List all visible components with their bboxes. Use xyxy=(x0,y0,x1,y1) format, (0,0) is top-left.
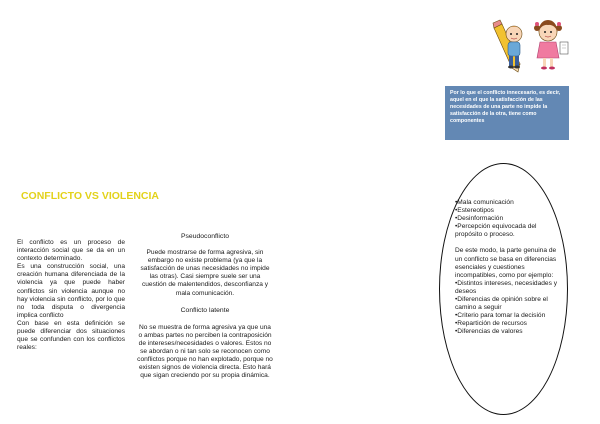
genuine-conflict-examples xyxy=(455,280,565,337)
list-item: •Repartición de recursos xyxy=(455,320,527,328)
girl-figure xyxy=(534,20,568,70)
page-title: CONFLICTO VS VIOLENCIA xyxy=(20,190,160,202)
list-item: •Distintos intereses, necesidades y deseos xyxy=(455,279,557,295)
list-item: •Estereotipos xyxy=(455,207,494,215)
list-item: •Diferencias de opinión sobre el camino a seguir xyxy=(455,296,548,312)
genuine-conflict-paragraph: De este modo, la parte genuina de un conflicto se basa en diferencias esenciales y cuestiones incompatibles, como por ejemplo: xyxy=(455,247,557,279)
definition-paragraph-3: Con base en esta definición se puede diferenciar dos situaciones que se confunden con los conflictos reales: xyxy=(17,319,125,352)
ellipse-content xyxy=(455,199,565,337)
pseudoconflict-heading: Pseudoconflicto xyxy=(181,233,229,240)
list-item: •Mala comunicación xyxy=(455,199,514,206)
definition-paragraph-2: Es una construcción social, una creación humana diferenciada de la violencia ya que puede haber conflictos sin violencia aunque no hay violencia sin conflicto, por lo que no toda disputa o divergencia implica conflicto xyxy=(17,263,125,319)
list-item: •Diferencias de valores xyxy=(455,328,523,336)
list-item: •Percepción equivocada del propósito o proceso. xyxy=(455,223,537,239)
latent-conflict-heading: Conflicto latente xyxy=(180,306,230,314)
list-item: •Desinformación xyxy=(455,215,504,223)
latent-conflict-text: No se muestra de forma agresiva ya que una o ambas partes no perciben la contraposición de intereses/necesidades o valores. Estos no se abordan o ni tan solo se reconocen como conflictos porque no han explotado, porque no existen signos de violencia directa. Esto hará que sigan creciendo por su propia dinámica. xyxy=(137,323,273,380)
components-info-text: Por lo que el conflicto innecesario, es decir, aquel en el que la satisfacción de las necesidades de una parte no impide la satisfacción de la otra, tiene como componentes xyxy=(450,90,561,124)
kids-illustration xyxy=(488,14,578,76)
list-item: •Criterio para tomar la decisión xyxy=(455,312,546,320)
pseudoconflict-text: Puede mostrarse de forma agresiva, sin embargo no existe problema (ya que la satisfacción de unas necesidades no impide las otras). Casi siempre suele ser una cuestión de malentendidos, desconfianza y mala comunicación. xyxy=(140,249,270,297)
conflict-definition xyxy=(17,239,125,352)
definition-paragraph-1: El conflicto es un proceso de interacción social que se da en un contexto determinado. xyxy=(17,239,125,263)
components-info-box xyxy=(445,86,569,140)
conflict-types xyxy=(137,233,273,389)
unnecessary-conflict-components xyxy=(455,199,565,239)
